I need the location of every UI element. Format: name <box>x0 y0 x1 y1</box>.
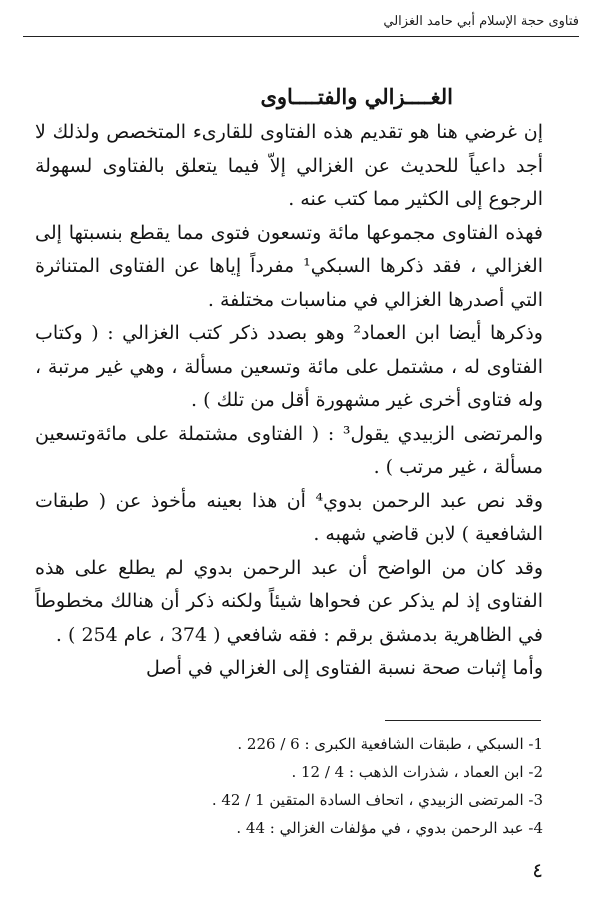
paragraph: وقد نص عبد الرحمن بدوي⁴ أن هذا بعينه مأخوذ عن ( طبقات الشافعية ) لابن قاضي شهبه . <box>35 489 543 545</box>
footnote: 4- عبد الرحمن بدوي ، في مؤلفات الغزالي : 44 . <box>236 819 543 837</box>
header-rule <box>23 36 579 37</box>
running-header: فتاوى حجة الإسلام أبي حامد الغزالي <box>383 14 579 29</box>
page-number: ٤ <box>532 858 543 882</box>
footnote: 1- السبكي ، طبقات الشافعية الكبرى : 6 / 226 . <box>237 735 543 753</box>
footnote-rule <box>385 720 541 721</box>
paragraph: وذكرها أيضا ابن العماد² وهو بصدد ذكر كتب الغزالي : ( وكتاب الفتاوى له ، مشتمل على مائة وتسعين مسألة ، وهي غير مرتبة ، وله فتاوى أخرى غير مشهورة أقل من تلك ) . <box>35 322 543 411</box>
paragraph: فهذه الفتاوى مجموعها مائة وتسعون فتوى مما يقطع بنسبتها إلى الغزالي ، فقد ذكرها السبكي¹ مفرداً إياها عن الفتاوى المتناثرة التي أصدرها الغزالي في مناسبات مختلفة . <box>35 221 543 311</box>
paragraph: وقد كان من الواضح أن عبد الرحمن بدوي لم يطلع على هذه الفتاوى إذ لم يذكر عن فحواها شيئاً ولكنه ذكر أن هنالك مخطوطاً في الظاهرية بدمشق برقم : فقه شافعي ( 374 ، عام 254 ) . <box>35 556 543 646</box>
footnote: 3- المرتضى الزبيدي ، اتحاف السادة المتقين 1 / 42 . <box>211 791 543 809</box>
body-text <box>35 116 543 716</box>
paragraph: إن غرضي هنا هو تقديم هذه الفتاوى للقارىء المتخصص ولذلك لا أجد داعياً للحديث عن الغزالي إلاّ فيما يتعلق بالفتاوى لسهولة الرجوع إلى الكثير مما كتب عنه . <box>35 121 543 210</box>
paragraph: وأما إثبات صحة نسبة الفتاوى إلى الغزالي في أصل <box>146 657 543 679</box>
paragraph: والمرتضى الزبيدي يقول³ : ( الفتاوى مشتملة على مائةوتسعين مسألة ، غير مرتب ) . <box>35 422 543 478</box>
chapter-title: الغــــزالي والفتــــاوى <box>260 84 453 109</box>
footnote: 2- ابن العماد ، شذرات الذهب : 4 / 12 . <box>291 763 543 781</box>
footnotes <box>103 730 543 842</box>
